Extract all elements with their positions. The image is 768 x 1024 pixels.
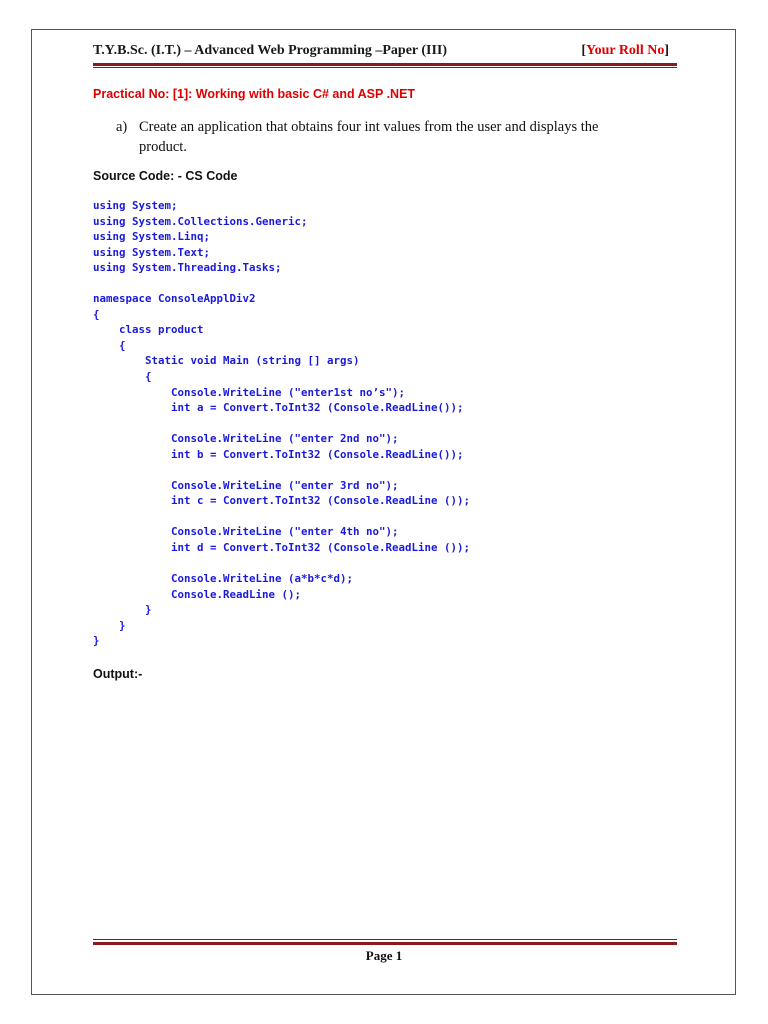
code-line: int d = Convert.ToInt32 (Console.ReadLine ());: [93, 541, 471, 555]
code-line: using System.Threading.Tasks;: [93, 261, 282, 275]
code-line: [93, 509, 653, 525]
code-line: class product: [93, 323, 204, 337]
code-line: {: [93, 370, 152, 384]
code-line: }: [93, 618, 126, 632]
code-line: }: [93, 634, 100, 648]
roll-number-text: Your Roll No: [586, 43, 665, 58]
code-listing: [93, 198, 653, 649]
footer-rule-thin: [93, 939, 677, 940]
header-rule-thick: [93, 63, 677, 66]
code-line: int a = Convert.ToInt32 (Console.ReadLine());: [93, 401, 464, 415]
code-line: Console.WriteLine ("enter 2nd no");: [93, 432, 399, 446]
footer-rule-thick: [93, 942, 677, 945]
header-rule-thin: [93, 67, 677, 68]
source-code-heading: Source Code: - CS Code: [93, 169, 238, 183]
code-line: Console.WriteLine (a*b*c*d);: [93, 572, 354, 586]
code-line: Console.WriteLine ("enter 3rd no");: [93, 478, 399, 492]
header-title: T.Y.B.Sc. (I.T.) – Advanced Web Programming –Paper (III): [93, 43, 448, 58]
code-line: {: [93, 307, 100, 321]
output-heading: Output:-: [93, 667, 143, 681]
code-line: Console.WriteLine ("enter 4th no");: [93, 525, 399, 539]
code-line: int c = Convert.ToInt32 (Console.ReadLine ());: [93, 494, 471, 508]
code-line: [93, 462, 653, 478]
code-line: Console.WriteLine ("enter1st no’s");: [93, 385, 406, 399]
roll-number: [581, 43, 669, 59]
code-line: int b = Convert.ToInt32 (Console.ReadLine());: [93, 447, 464, 461]
code-line: namespace ConsoleApplDiv2: [93, 292, 256, 306]
question-marker: a): [116, 119, 128, 135]
roll-bracket-open: [: [581, 43, 587, 58]
code-line: using System;: [93, 199, 178, 212]
question-text: Create an application that obtains four int values from the user and displays the product.: [139, 119, 599, 155]
code-line: Static void Main (string [] args): [93, 354, 360, 368]
code-line: using System.Collections.Generic;: [93, 214, 308, 228]
page-number: Page 1: [365, 948, 403, 963]
page-header: [93, 40, 677, 62]
question-item: [116, 117, 646, 157]
code-line: Console.ReadLine ();: [93, 587, 302, 601]
code-line: [93, 556, 653, 572]
roll-bracket-close: ]: [664, 43, 669, 58]
code-line: [93, 416, 653, 432]
code-line: [93, 276, 653, 292]
code-line: using System.Text;: [93, 245, 211, 259]
code-line: using System.Linq;: [93, 230, 211, 244]
code-line: }: [93, 603, 152, 617]
code-line: {: [93, 338, 126, 352]
practical-title: Practical No: [1]: Working with basic C# and ASP .NET: [93, 87, 416, 101]
